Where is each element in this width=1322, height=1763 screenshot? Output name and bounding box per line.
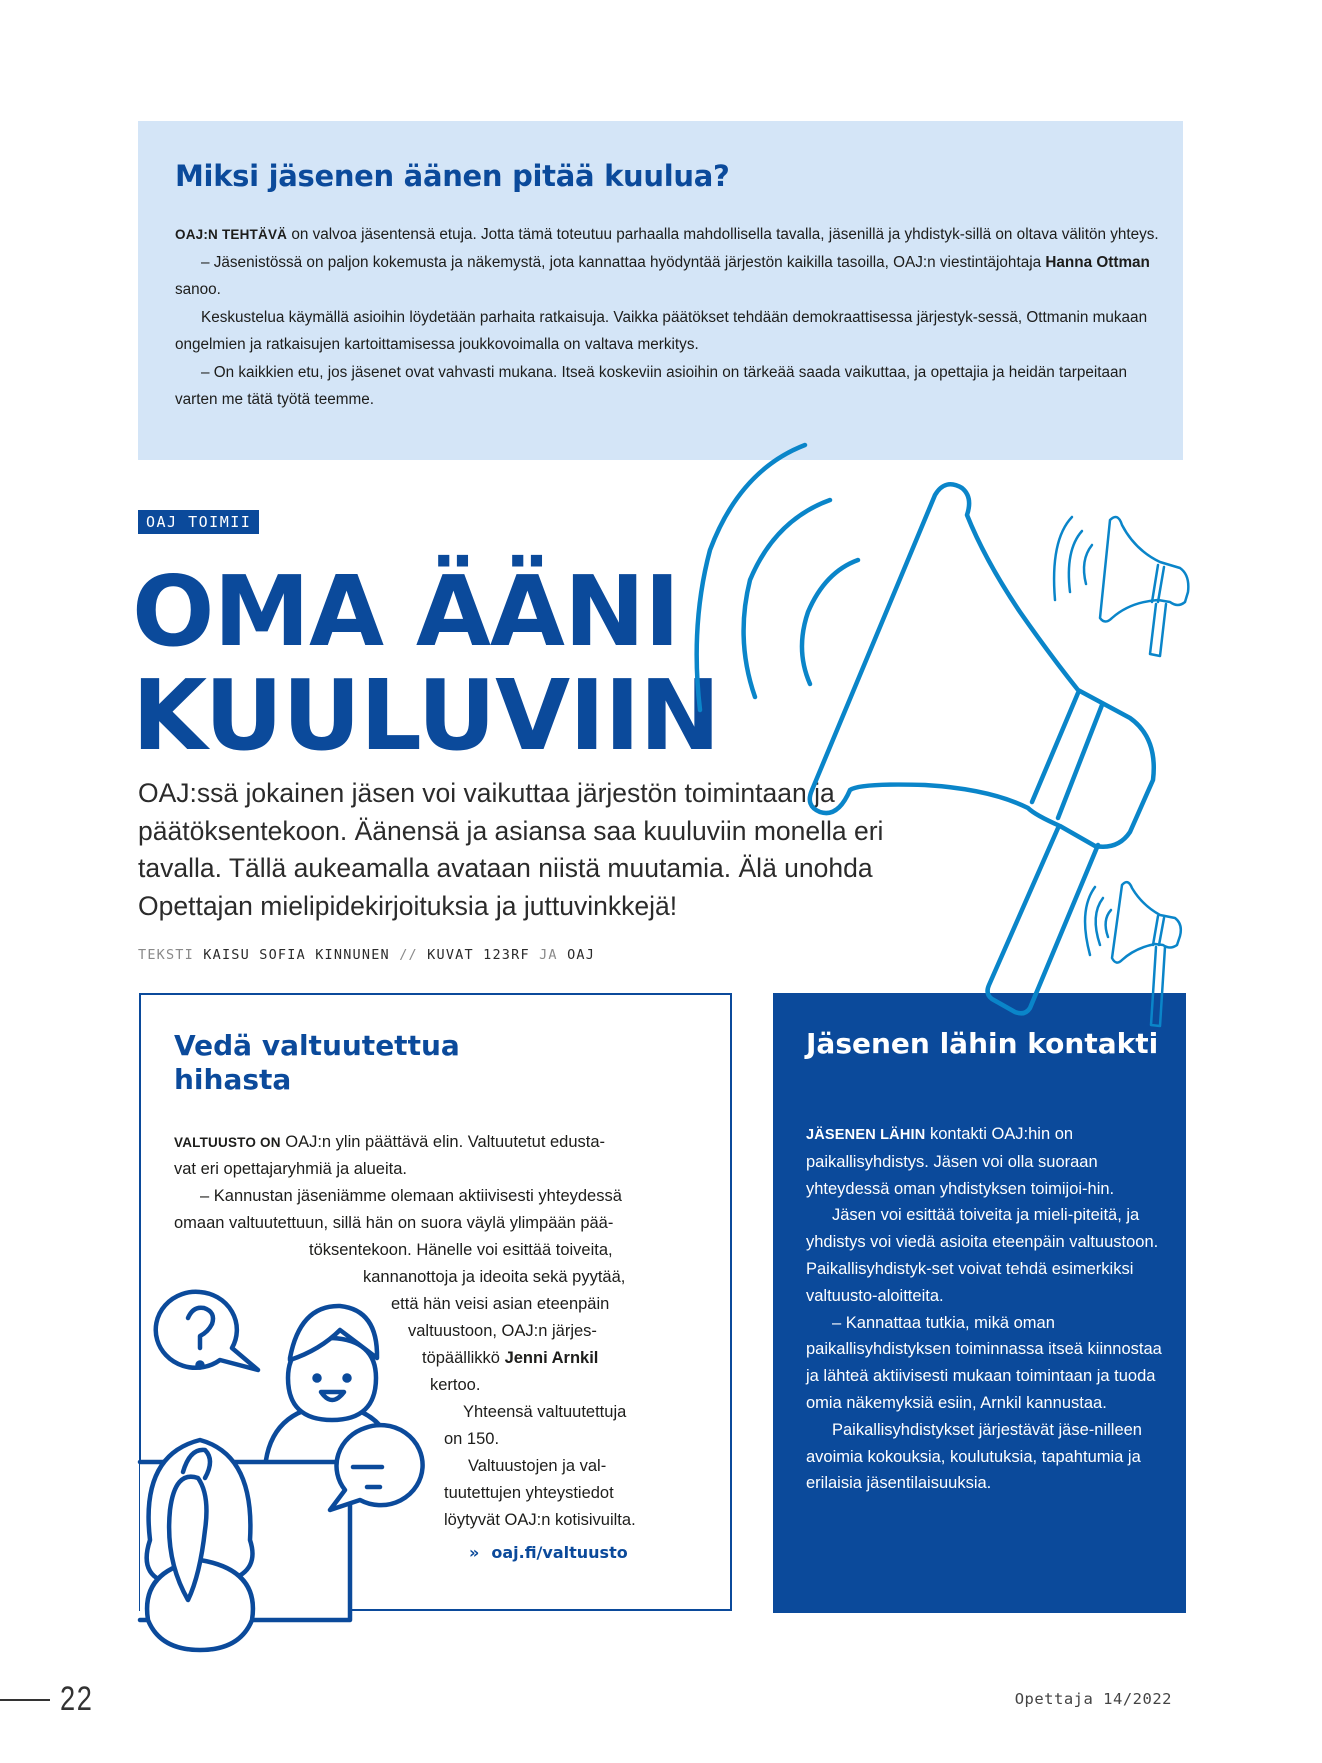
article-credits [138,947,595,963]
council-text-line: että hän veisi asian eteenpäin [391,1295,610,1313]
person-name: Hanna Ottman [1045,253,1150,271]
info-box-heading: Miksi jäsenen äänen pitää kuulua? [175,159,730,193]
paragraph-text: on valvoa jäsentensä etuja. Jotta tämä toteutuu parhaalla mahdollisella tavalla, jäsenillä ja yhdistyk-sillä on oltava välitön yhteys. [287,226,1159,243]
local-paragraph-2: Jäsen voi esittää toiveita ja mieli-piteitä, ja yhdistys voi viedä asioita eteenpäin valtuustoon. Paikallisyhdistyk-set voivat tehdä esimerkiksi valtuusto-aloitteita. [806,1206,1159,1305]
council-text-line [174,1129,605,1156]
local-paragraph-3: – Kannattaa tutkia, mikä oman paikallisyhdistyksen toiminnassa itseä kiinnostaa ja lähteä aktiivisesti mukaan toimintaan ja tuoda omia näkemyksiä esiin, Arnkil kannustaa. [806,1313,1162,1412]
council-text-line: omaan valtuutettuun, sillä hän on suora väylä ylimpään pää- [174,1214,614,1232]
credit-and: JA [539,947,558,963]
lead-in: JÄSENEN LÄHIN [806,1127,926,1143]
article-title [132,555,720,772]
issue-label: Opettaja 14/2022 [1014,1690,1172,1708]
sound-wave-medium [744,500,830,697]
council-text-line: löytyvät OAJ:n kotisivuilta. [444,1511,636,1529]
line-text: töpäällikkö [422,1349,505,1367]
council-web-link[interactable] [469,1543,628,1562]
local-box-body [806,1121,1166,1497]
council-text-line: on 150. [444,1430,500,1448]
local-paragraph-1 [806,1121,1166,1202]
local-box-heading: Jäsenen lähin kontakti [806,1027,1159,1060]
council-text-line [422,1345,598,1372]
info-paragraph-4: – On kaikkien etu, jos jäsenet ovat vahvasti mukana. Itseä koskeviin asioihin on tärkeää saada vaikuttaa, ja opettajia ja heidän tarpeitaan varten me tätä työtä teemme. [175,363,1128,408]
folio-rule [0,1699,50,1701]
council-text-line: kannanottoja ja ideoita sekä pyytää, [363,1268,626,1286]
paragraph-text: sanoo. [175,281,221,298]
title-line-2: KUULUVIIN [132,659,720,772]
council-text-line: töksentekoon. Hänelle voi esittää toiveita, [309,1241,613,1259]
megaphone-icon [697,445,1154,1013]
sidebar-box-local-association [773,993,1186,1613]
small-megaphone-icon [1054,517,1188,656]
megaphone-handle [988,828,1098,1013]
page-number: 22 [60,1680,94,1718]
council-box-heading: Vedä valtuutettua hihasta [174,1029,460,1096]
section-kicker-label: OAJ TOIMII [138,510,259,534]
lead-in: VALTUUSTO ON [174,1135,281,1150]
info-paragraph-3: Keskustelua käymällä asioihin löydetään parhaita ratkaisuja. Vaikka päätökset tehdään demokraattisessa järjestyk-sessä, Ottmanin mukaan ongelmien ja ratkaisujen kartoittamisessa joukkovoimalla on valtava merkitys. [175,308,1148,353]
council-text-line: Valtuustojen ja val- [468,1457,607,1475]
link-text: oaj.fi/valtuusto [491,1543,628,1562]
credit-text-label: TEKSTI [138,947,194,963]
credit-photos-label: KUVAT [427,947,474,963]
council-text-line: – Kannustan jäseniämme olemaan aktiivisesti yhteydessä [200,1187,622,1205]
sound-wave-small [802,560,858,684]
info-box-why-voice-matters [138,121,1183,460]
council-text-line: valtuustoon, OAJ:n järjes- [408,1322,597,1340]
council-text-line: kertoo. [430,1376,481,1394]
local-paragraph-4: Paikallisyhdistykset järjestävät jäse-nilleen avoimia kokouksia, koulutuksia, tapahtumia ja erilaisia jäsentilaisuuksia. [806,1420,1142,1493]
info-paragraph-1 [175,221,1160,249]
title-line-1: OMA ÄÄNI [132,555,680,668]
council-text-line: Yhteensä valtuutettuja [463,1403,627,1421]
council-text-line: tuutettujen yhteystiedot [444,1484,614,1502]
credit-photos-source: 123RF [483,947,530,963]
info-box-body [175,221,1160,414]
credit-photos-source-2: OAJ [567,947,596,963]
lead-in: OAJ:N TEHTÄVÄ [175,227,288,242]
megaphone-band-2 [1058,705,1102,818]
link-marker: » [469,1543,480,1562]
article-intro: OAJ:ssä jokainen jäsen voi vaikuttaa järjestön toimintaan ja päätöksentekoon. Äänensä ja asiansa saa kuuluviin monella eri tavalla. Tällä aukeamalla avataan niistä muutamia. Älä unohda Opettajan mielipidekirjoituksia ja juttuvinkkejä! [138,778,884,921]
council-text-line: vat eri opettajaryhmiä ja alueita. [174,1160,407,1178]
line-text: OAJ:n ylin päättävä elin. Valtuutetut edusta- [280,1133,606,1151]
paragraph-text: – Jäsenistössä on paljon kokemusta ja näkemystä, jota kannattaa hyödyntää järjestön kaikilla tasoilla, OAJ:n viestintäjohtaja [201,253,1046,271]
person-name: Jenni Arnkil [504,1349,599,1367]
paragraph-text: kontakti OAJ:hin on paikallisyhdistys. Jäsen voi olla suoraan yhteydessä oman yhdistyksen toimijoi-hin. [806,1125,1115,1198]
credit-separator: // [399,947,418,963]
sidebar-box-council [139,993,732,1611]
megaphone-band-1 [1032,693,1078,802]
credit-author: KAISU SOFIA KINNUNEN [203,947,390,963]
info-paragraph-2 [175,249,1160,304]
